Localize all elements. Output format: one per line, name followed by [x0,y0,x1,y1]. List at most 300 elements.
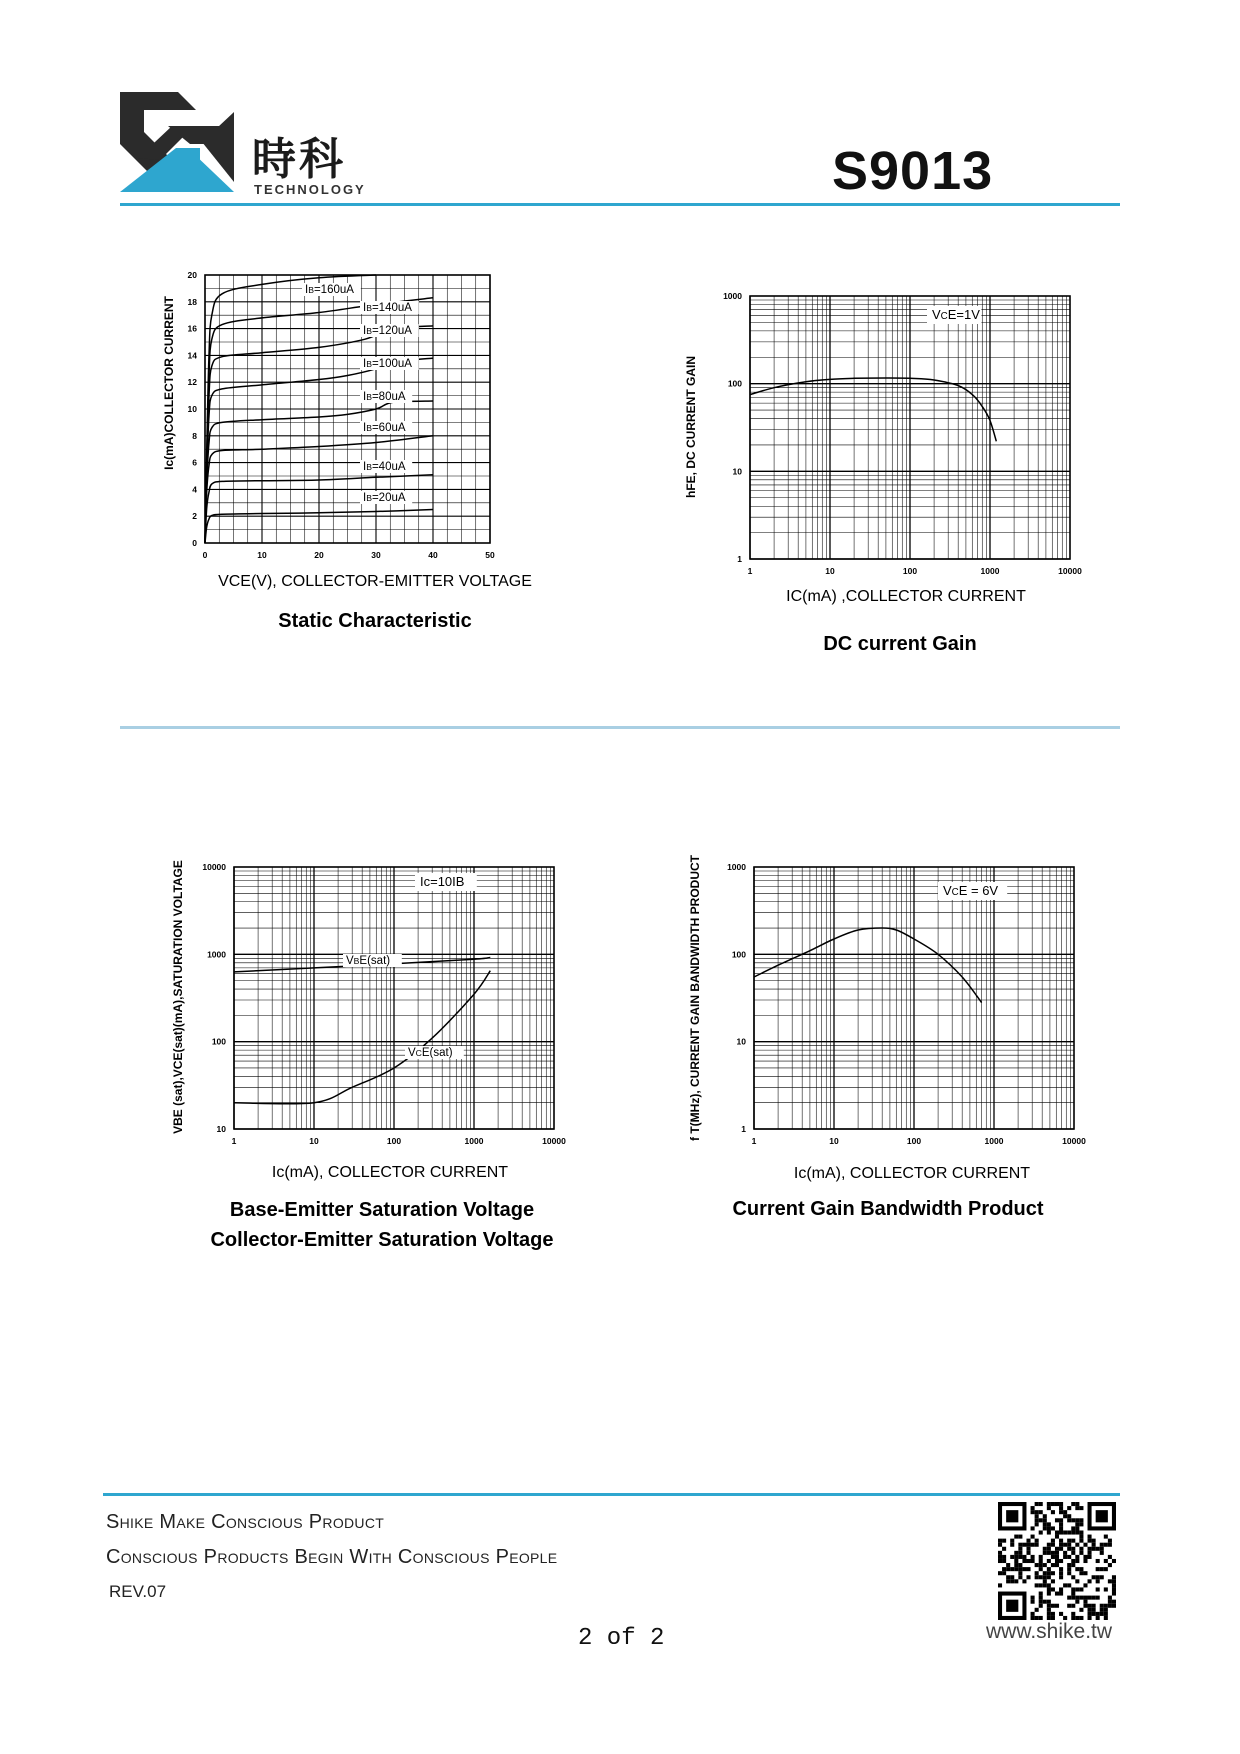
x-tick-label: 100 [906,1136,922,1146]
qr-module [1002,1571,1006,1575]
revision-label: REV.07 [109,1582,167,1601]
part-number-title: S9013 [832,141,994,201]
x-tick-label: 50 [485,550,495,560]
qr-module [1096,1612,1100,1616]
qr-module [1079,1535,1083,1539]
qr-module [1022,1579,1026,1583]
qr-module [1051,1604,1055,1608]
qr-module [1047,1559,1051,1563]
qr-module [1039,1502,1043,1506]
series-label: IB=120uA [363,325,412,337]
y-tick-label: 100 [211,1036,226,1047]
qr-module [1022,1559,1026,1563]
qr-module [1079,1522,1083,1526]
qr-module [1071,1612,1075,1616]
qr-module [1031,1596,1035,1600]
qr-module [1051,1502,1055,1506]
qr-module [1067,1596,1071,1600]
qr-module [1075,1600,1079,1604]
qr-module [1079,1530,1083,1534]
x-tick-label: 1 [751,1136,757,1146]
qr-module [1043,1551,1047,1555]
x-tick-label: 10000 [1062,1136,1086,1146]
qr-module [1104,1587,1108,1591]
chart-title-line2: Collector-Emitter Saturation Voltage [210,1229,554,1251]
qr-module [1092,1539,1096,1543]
chart-title: DC current Gain [823,633,977,655]
qr-module [1010,1543,1014,1547]
qr-module [1100,1547,1104,1551]
qr-module [1047,1600,1051,1604]
qr-module [1031,1526,1035,1530]
qr-module [1112,1583,1116,1587]
qr-module [1047,1604,1051,1608]
qr-module [1047,1583,1051,1587]
x-axis-label: Ic(mA), COLLECTOR CURRENT [793,1165,1031,1182]
qr-module [1022,1555,1026,1559]
qr-module [1112,1587,1116,1591]
series-label: IB=160uA [305,284,354,296]
qr-module [1104,1559,1108,1563]
qr-module [1079,1547,1083,1551]
saturation-voltage-chart [150,853,590,1263]
qr-module [1088,1555,1092,1559]
qr-module [1088,1579,1092,1583]
series-label: VBE(sat) [346,955,391,967]
qr-module [1063,1543,1067,1547]
y-tick-label: 8 [192,430,197,441]
qr-module [1075,1502,1079,1506]
qr-module [1067,1547,1071,1551]
qr-module [1075,1506,1079,1510]
qr-module [1088,1551,1092,1555]
qr-module [1035,1522,1039,1526]
qr-module [1104,1567,1108,1571]
qr-module [1079,1506,1083,1510]
chart-title: Static Characteristic [278,610,472,632]
qr-module [1055,1502,1059,1506]
x-tick-label: 10000 [542,1136,566,1146]
qr-module [1092,1608,1096,1612]
qr-module [1096,1596,1100,1600]
qr-module [1067,1543,1071,1547]
x-axis-label: VCE(V), COLLECTOR-EMITTER VOLTAGE [218,573,532,590]
y-tick-label: 18 [187,296,197,307]
qr-module [1055,1604,1059,1608]
qr-module [1047,1567,1051,1571]
chart-title-line1: Base-Emitter Saturation Voltage [229,1199,535,1221]
qr-module [1067,1583,1071,1587]
series-label: IB=40uA [363,461,406,473]
qr-module [1055,1592,1059,1596]
qr-module [1071,1587,1075,1591]
qr-module [1092,1543,1096,1547]
qr-module [1051,1539,1055,1543]
page-number: 2 of 2 [578,1625,665,1652]
qr-module [1043,1514,1047,1518]
brand-name-english: TECHNOLOGY [254,182,366,197]
qr-module [1096,1579,1100,1583]
qr-module [1083,1543,1087,1547]
x-tick-label: 0 [202,550,208,560]
qr-module [1010,1575,1014,1579]
qr-module [1047,1530,1051,1534]
y-tick-label: 1 [737,554,742,564]
qr-module [1043,1518,1047,1522]
qr-module [1047,1522,1051,1526]
x-tick-label: 10 [257,550,267,560]
x-tick-label: 1000 [984,1136,1004,1146]
qr-module [1035,1608,1039,1612]
qr-module [1075,1530,1079,1534]
qr-module [1059,1506,1063,1510]
y-tick-label: 2 [192,511,197,522]
qr-module [1071,1539,1075,1543]
qr-module [1010,1567,1014,1571]
qr-module [1112,1559,1116,1563]
qr-module [1018,1555,1022,1559]
qr-module [1108,1543,1112,1547]
website-link[interactable]: www.shike.tw [986,1620,1113,1643]
x-tick-label: 10 [825,566,835,576]
qr-module [1055,1535,1059,1539]
section-divider [120,726,1120,729]
y-tick-label: 14 [187,350,197,361]
qr-module [1018,1571,1022,1575]
qr-module [1059,1539,1063,1543]
qr-module [1039,1600,1043,1604]
qr-module [1031,1510,1035,1514]
qr-module [1039,1604,1043,1608]
qr-module [1047,1612,1051,1616]
qr-module [1071,1563,1075,1567]
y-tick-label: 20 [187,270,197,280]
qr-module [1051,1587,1055,1591]
qr-module [1079,1571,1083,1575]
qr-module [1104,1604,1108,1608]
qr-module [1071,1547,1075,1551]
y-tick-label: 1000 [723,291,742,301]
qr-module [1075,1522,1079,1526]
x-tick-label: 1 [747,566,753,576]
x-tick-label: 100 [902,566,918,576]
qr-module [1059,1547,1063,1551]
qr-module [1026,1539,1030,1543]
chart-legend: VCE=1V [932,307,980,322]
qr-module [1039,1563,1043,1567]
qr-module [1047,1571,1051,1575]
y-tick-label: 10000 [202,862,226,872]
x-tick-label: 10000 [1058,566,1082,576]
qr-module [1088,1596,1092,1600]
qr-module [1039,1583,1043,1587]
x-axis-label: Ic(mA), COLLECTOR CURRENT [271,1164,509,1181]
x-tick-label: 30 [371,550,381,560]
y-tick-label: 6 [192,457,197,468]
chart-grid [750,296,1070,559]
qr-module [1096,1547,1100,1551]
series-label: IB=100uA [363,358,412,370]
qr-module [1051,1543,1055,1547]
y-tick-label: 1000 [727,862,746,872]
qr-module [1071,1526,1075,1530]
qr-module [998,1571,1002,1575]
qr-module [1026,1547,1030,1551]
qr-module [1043,1579,1047,1583]
qr-module [1006,1563,1010,1567]
qr-module [1088,1608,1092,1612]
qr-module [1022,1543,1026,1547]
qr-module [1092,1604,1096,1608]
qr-module [1079,1596,1083,1600]
qr-module [1035,1583,1039,1587]
qr-module [1063,1530,1067,1534]
header-divider [120,203,1120,206]
x-tick-label: 1 [231,1136,237,1146]
qr-module [1051,1555,1055,1559]
qr-module [998,1559,1002,1563]
qr-module [1100,1575,1104,1579]
qr-module [1031,1559,1035,1563]
qr-module [1055,1547,1059,1551]
qr-module [1047,1506,1051,1510]
qr-module [1051,1510,1055,1514]
qr-module [1108,1539,1112,1543]
qr-module [1063,1555,1067,1559]
qr-module [1059,1587,1063,1591]
qr-module [1088,1539,1092,1543]
qr-module [1083,1604,1087,1608]
qr-module [1031,1543,1035,1547]
qr-module [1047,1502,1051,1506]
qr-module [1059,1559,1063,1563]
qr-module [1083,1583,1087,1587]
qr-module [1071,1596,1075,1600]
qr-module [1039,1555,1043,1559]
qr-module [1014,1559,1018,1563]
qr-module [1067,1567,1071,1571]
chart-legend: VCE = 6V [943,883,999,898]
y-axis-label: VBE (sat),VCE(sat)(mA),SATURATION VOLTAGE [171,860,185,1134]
qr-module [1031,1535,1035,1539]
qr-code [998,1502,1116,1620]
qr-module [1108,1563,1112,1567]
qr-module [1112,1579,1116,1583]
qr-module [1112,1575,1116,1579]
qr-module [1067,1555,1071,1559]
qr-module [1035,1571,1039,1575]
chart-marks [202,862,566,1146]
qr-module [1018,1547,1022,1551]
qr-module [1014,1567,1018,1571]
qr-module [1079,1587,1083,1591]
series-label: IB=20uA [363,492,406,504]
qr-module [1055,1518,1059,1522]
qr-module [1083,1571,1087,1575]
qr-module [1071,1559,1075,1563]
qr-module [1014,1551,1018,1555]
qr-module [1067,1506,1071,1510]
qr-module [998,1539,1002,1543]
dc-current-gain-chart [670,283,1110,663]
qr-module [1071,1502,1075,1506]
qr-module [1059,1522,1063,1526]
footer-divider [103,1493,1120,1496]
qr-module [1006,1567,1010,1571]
qr-module [1096,1587,1100,1591]
y-tick-label: 10 [187,404,197,414]
qr-module [1051,1579,1055,1583]
qr-module [1096,1559,1100,1563]
gain-bandwidth-chart [670,853,1110,1233]
qr-module [1035,1575,1039,1579]
qr-module [1043,1571,1047,1575]
qr-module [1083,1600,1087,1604]
qr-module [1014,1563,1018,1567]
series-line-ft [754,928,982,1003]
qr-module [1059,1575,1063,1579]
qr-module [1088,1604,1092,1608]
qr-module [1018,1535,1022,1539]
qr-module [1043,1526,1047,1530]
x-tick-label: 20 [314,550,324,560]
chart-grid [205,275,490,543]
qr-module [1092,1612,1096,1616]
qr-module [1092,1596,1096,1600]
qr-module [1059,1502,1063,1506]
qr-module [1100,1567,1104,1571]
qr-module [1039,1518,1043,1522]
qr-module [1108,1596,1112,1600]
qr-module [1100,1608,1104,1612]
qr-module [1067,1514,1071,1518]
qr-module [1067,1530,1071,1534]
qr-module [1026,1559,1030,1563]
qr-module [1104,1543,1108,1547]
qr-module [1047,1592,1051,1596]
qr-module [1075,1579,1079,1583]
qr-module [1075,1526,1079,1530]
qr-module [1063,1514,1067,1518]
qr-module [1035,1518,1039,1522]
qr-module [1092,1575,1096,1579]
qr-module [1075,1567,1079,1571]
qr-module [1075,1587,1079,1591]
x-tick-label: 1000 [464,1136,484,1146]
qr-finder-core [1006,1600,1018,1612]
y-tick-label: 100 [727,378,742,389]
chart-legend: Ic=10IB [420,874,465,889]
qr-module [1096,1567,1100,1571]
qr-module [1108,1555,1112,1559]
qr-module [1108,1604,1112,1608]
qr-module [1079,1551,1083,1555]
qr-module [1051,1612,1055,1616]
qr-module [1047,1551,1051,1555]
qr-module [1055,1559,1059,1563]
y-tick-label: 12 [187,377,197,388]
qr-module [1063,1551,1067,1555]
qr-module [1063,1583,1067,1587]
qr-module [1022,1567,1026,1571]
qr-module [1055,1530,1059,1534]
qr-module [1039,1530,1043,1534]
y-tick-label: 10 [732,466,742,477]
qr-module [1071,1518,1075,1522]
qr-module [1055,1551,1059,1555]
y-tick-label: 10 [216,1124,226,1134]
qr-module [1067,1539,1071,1543]
x-tick-label: 10 [309,1136,319,1146]
qr-module [1047,1543,1051,1547]
qr-module [998,1551,1002,1555]
qr-module [1002,1567,1006,1571]
qr-module [1079,1518,1083,1522]
static-characteristic-chart [150,265,590,645]
qr-module [1002,1547,1006,1551]
qr-module [1088,1547,1092,1551]
series-label: VCE(sat) [408,1047,453,1059]
qr-module [1035,1502,1039,1506]
y-tick-label: 4 [192,484,197,495]
qr-module [1047,1608,1051,1612]
qr-module [1104,1608,1108,1612]
qr-module [1112,1600,1116,1604]
qr-module [1043,1547,1047,1551]
qr-module [1039,1510,1043,1514]
qr-module [1055,1563,1059,1567]
qr-module [1026,1551,1030,1555]
footer-slogan-2: Conscious Products Begin With Conscious People [106,1546,558,1568]
x-tick-label: 40 [428,550,438,560]
qr-module [1059,1518,1063,1522]
qr-module [1088,1612,1092,1616]
y-axis-label: hFE, DC CURRENT GAIN [684,356,698,498]
qr-module [1059,1543,1063,1547]
qr-module [1002,1559,1006,1563]
chart-grid [754,867,1074,1129]
y-tick-label: 1 [741,1124,746,1134]
y-axis-label: f T(MHz), CURRENT GAIN BANDWIDTH PRODUCT [688,855,702,1141]
qr-module [1002,1539,1006,1543]
qr-module [998,1543,1002,1547]
qr-module [1047,1587,1051,1591]
chart-grid [234,867,554,1129]
series-label: IB=80uA [363,391,406,403]
brand-name-chinese: 時科 [252,134,346,185]
qr-module [1059,1612,1063,1616]
qr-module [1059,1592,1063,1596]
qr-finder-core [1006,1510,1018,1522]
y-tick-label: 0 [192,538,197,548]
qr-module [1071,1604,1075,1608]
qr-module [1067,1518,1071,1522]
qr-module [1035,1563,1039,1567]
qr-module [1018,1575,1022,1579]
qr-module [1075,1518,1079,1522]
qr-module [1067,1563,1071,1567]
qr-module [1100,1543,1104,1547]
chart-title: Current Gain Bandwidth Product [732,1198,1044,1220]
qr-module [1010,1555,1014,1559]
series-label: IB=140uA [363,302,412,314]
qr-module [1047,1526,1051,1530]
qr-module [1104,1535,1108,1539]
qr-module [1035,1510,1039,1514]
qr-module [1051,1571,1055,1575]
qr-module [1075,1555,1079,1559]
qr-module [1031,1612,1035,1616]
